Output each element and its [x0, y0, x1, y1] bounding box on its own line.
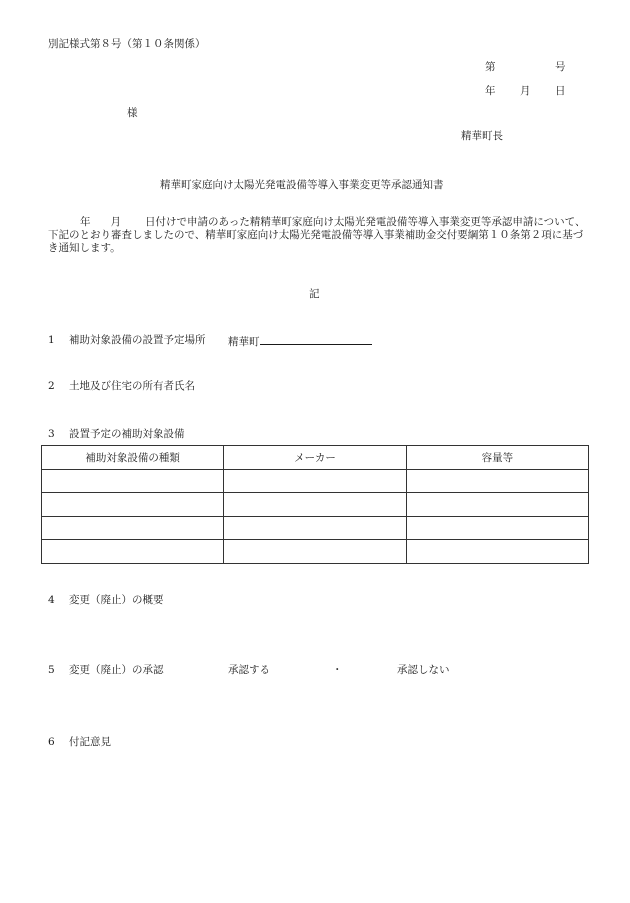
body-text: 日付けで申請のあった精精華町家庭向け太陽光発電設備等導入事業変更等承認申請について、下記のとおり審査しましたので、精華町家庭向け太陽光発電設備等導入事業補助金交付要綱第１０条第２項に基づき通知します。 [48, 216, 586, 254]
body-month: 月 [110, 216, 121, 228]
option-separator: ・ [332, 664, 343, 676]
addressee-suffix: 様 [127, 107, 138, 119]
ki-marker: 記 [309, 288, 320, 300]
body-year: 年 [80, 216, 91, 228]
header-equipment-type: 補助対象設備の種類 [42, 446, 224, 470]
table-cell [406, 540, 588, 564]
table-cell [224, 469, 406, 493]
table-cell [406, 469, 588, 493]
item-4-number: 4 [48, 594, 55, 606]
item-5-number: 5 [48, 664, 55, 676]
item-4-label: 変更（廃止）の概要 [69, 594, 164, 606]
table-cell [42, 540, 224, 564]
item-6-label: 付記意見 [69, 736, 111, 748]
approve-option: 承認する [228, 664, 270, 676]
document-title: 精華町家庭向け太陽光発電設備等導入事業変更等承認通知書 [160, 179, 444, 191]
item-1-town: 精華町 [228, 336, 260, 348]
table-cell [224, 516, 406, 540]
number-prefix: 第 [485, 61, 496, 73]
date-year: 年 [485, 85, 496, 97]
table-cell [224, 540, 406, 564]
item-3-number: 3 [48, 428, 55, 440]
body-paragraph [48, 216, 588, 255]
table-cell [406, 493, 588, 517]
table-cell [42, 516, 224, 540]
date-month: 月 [520, 85, 531, 97]
location-blank-line [260, 333, 372, 345]
equipment-table [41, 445, 589, 564]
reject-option: 承認しない [397, 664, 450, 676]
table-row [42, 516, 589, 540]
table-row [42, 540, 589, 564]
table-row [42, 493, 589, 517]
issuer: 精華町長 [461, 130, 503, 142]
table-cell [42, 469, 224, 493]
number-suffix: 号 [555, 61, 566, 73]
date-day: 日 [555, 85, 566, 97]
item-2-label: 土地及び住宅の所有者氏名 [69, 380, 195, 392]
table-cell [42, 493, 224, 517]
table-header-row [42, 446, 589, 470]
table-cell [224, 493, 406, 517]
header-maker: メーカー [224, 446, 406, 470]
item-3-label: 設置予定の補助対象設備 [69, 428, 185, 440]
item-5-label: 変更（廃止）の承認 [69, 664, 164, 676]
form-id: 別記様式第８号（第１０条関係） [48, 38, 206, 50]
item-6-number: 6 [48, 736, 55, 748]
table-row [42, 469, 589, 493]
item-1-location [228, 333, 372, 349]
header-capacity: 容量等 [406, 446, 588, 470]
item-1-number: 1 [48, 334, 55, 346]
item-1-label: 補助対象設備の設置予定場所 [69, 334, 206, 346]
item-2-number: 2 [48, 380, 55, 392]
table-cell [406, 516, 588, 540]
